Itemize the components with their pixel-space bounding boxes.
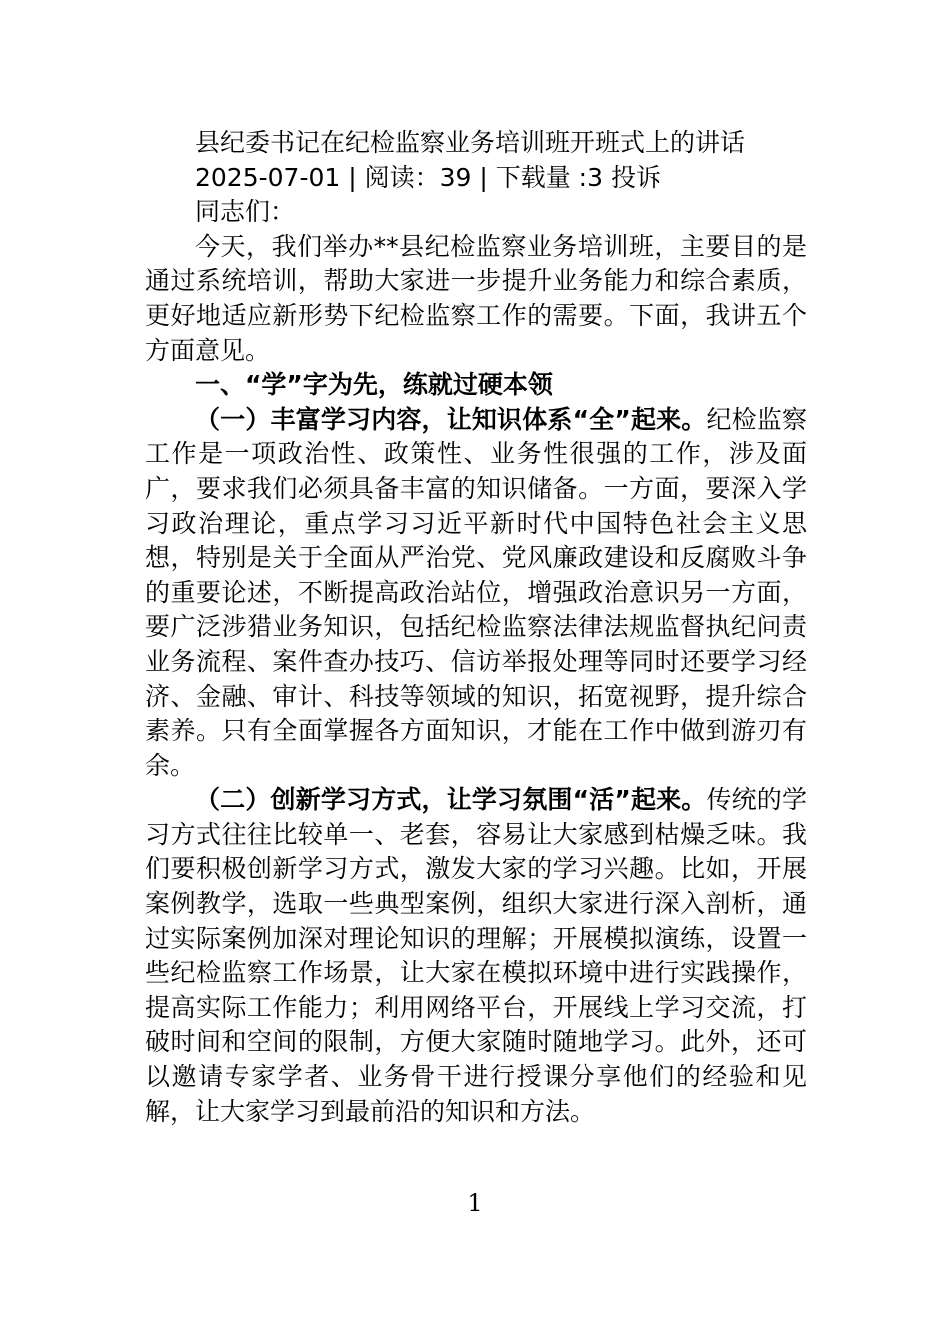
page-number: 1: [467, 1189, 483, 1217]
intro-paragraph: 今天，我们举办**县纪检监察业务培训班，主要目的是通过系统培训，帮助大家进一步提升业务能力和综合素质，更好地适应新形势下纪检监察工作的需要。下面，我讲五个方面意见。: [145, 231, 807, 365]
section-1-heading: 一、“学”字为先，练就过硬本领: [195, 370, 553, 400]
salutation: 同志们：: [195, 197, 296, 227]
subsection-2-lead: （二）创新学习方式，让学习氛围“活”起来。: [195, 785, 707, 815]
subsection-2-paragraph: [145, 783, 807, 1129]
subsection-1-body: 纪检监察工作是一项政治性、政策性、业务性很强的工作，涉及面广，要求我们必须具备丰富的知识储备。一方面，要深入学习政治理论，重点学习习近平新时代中国特色社会主义思想，特别是关于全面从严治党、党风廉政建设和反腐败斗争的重要论述，不断提高政治站位，增强政治意识另一方面，要广泛涉猎业务知识，包括纪检监察法律法规监督执纪问责业务流程、案件查办技巧、信访举报处理等同时还要学习经济、金融、审计、科技等领域的知识，拓宽视野，提升综合素养。只有全面掌握各方面知识，才能在工作中做到游刃有余。: [145, 404, 807, 780]
document-title: 县纪委书记在纪检监察业务培训班开班式上的讲话: [195, 128, 746, 157]
subsection-1-paragraph: [145, 403, 807, 784]
document-body: [145, 126, 807, 1129]
document-meta-line: 2025-07-01 | 阅读：39 | 下载量 :3 投诉: [195, 162, 661, 192]
subsection-1-lead: （一）丰富学习内容，让知识体系“全”起来。: [195, 404, 707, 434]
subsection-2-body: 传统的学习方式往往比较单一、老套，容易让大家感到枯燥乏味。我们要积极创新学习方式，激发大家的学习兴趣。比如，开展案例教学，选取一些典型案例，组织大家进行深入剖析，通过实际案例加深对理论知识的理解；开展模拟演练，设置一些纪检监察工作场景，让大家在模拟环境中进行实践操作，提高实际工作能力；利用网络平台，开展线上学习交流，打破时间和空间的限制，方便大家随时随地学习。此外，还可以邀请专家学者、业务骨干进行授课分享他们的经验和见解，让大家学习到最前沿的知识和方法。: [145, 785, 807, 1126]
